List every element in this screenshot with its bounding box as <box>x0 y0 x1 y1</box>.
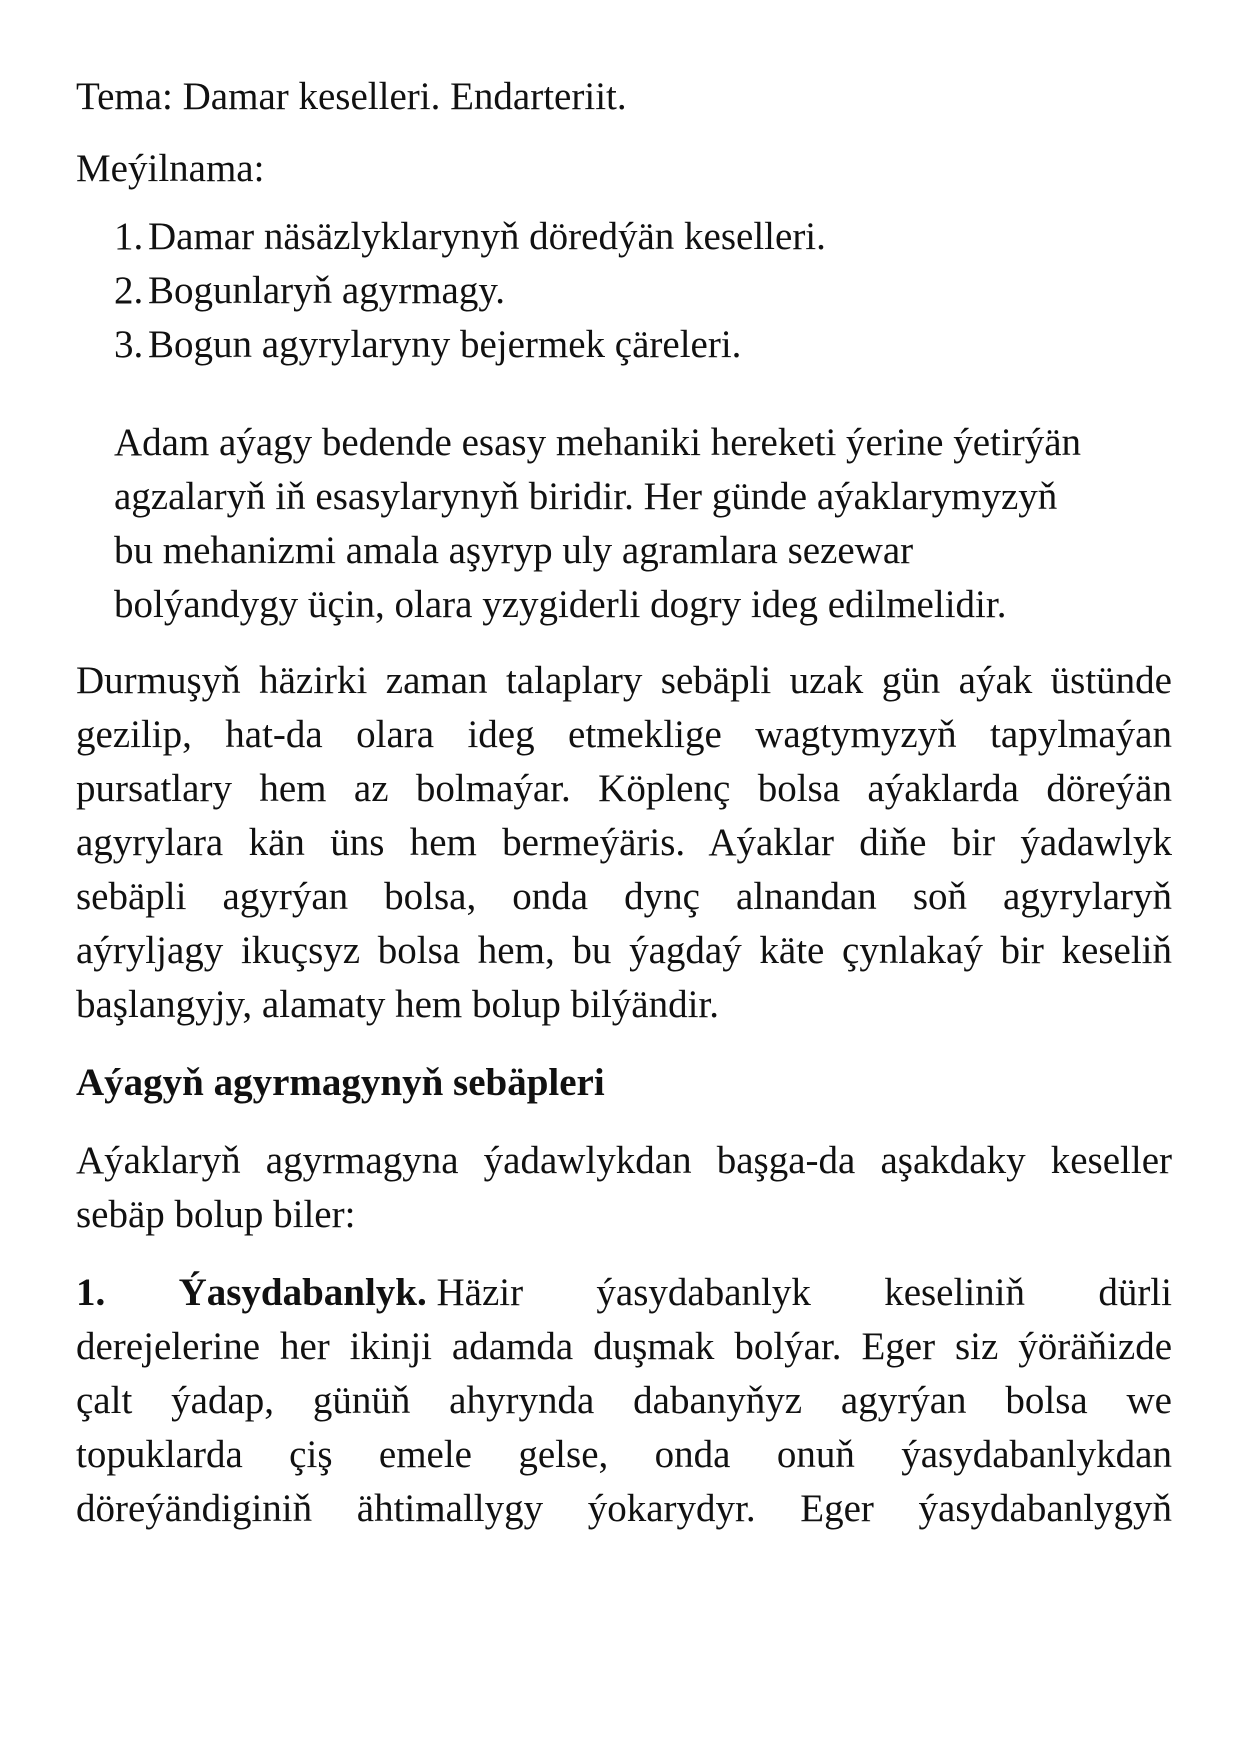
body-paragraph <box>76 654 1172 1032</box>
plan-item-text: Bogunlaryň agyrmagy. <box>148 269 506 312</box>
paragraph-line: başlangyjy, alamaty hem bolup bilýändir. <box>76 983 720 1026</box>
cause-word: dürli <box>1098 1271 1172 1314</box>
paragraph-line: Aýaklaryň agyrmagyna ýadawlykdan başga-da aşakdaky keseller <box>76 1139 1172 1182</box>
paragraph-line: döreýändiginiň ähtimallygy ýokarydyr. Eger ýasydabanlygyň <box>76 1487 1172 1530</box>
cause-item-title: Ýasydabanlyk. <box>178 1271 427 1314</box>
paragraph-line: derejelerine her ikinji adamda duşmak bolýar. Eger siz ýöräňizde <box>76 1325 1172 1368</box>
intro-paragraph <box>114 416 1134 632</box>
document-page <box>76 70 1172 1536</box>
paragraph-line: topuklarda çiş emele gelse, onda onuň ýasydabanlykdan <box>76 1433 1172 1476</box>
causes-intro-paragraph <box>76 1134 1172 1242</box>
cause-word: ýasydabanlyk <box>596 1271 811 1314</box>
cause-item-first-line <box>76 1266 1172 1320</box>
cause-item-number: 1. <box>76 1271 106 1314</box>
plan-item-number: 1. <box>114 215 144 258</box>
cause-word: Häzir <box>436 1271 524 1314</box>
paragraph-line: sebäpli agyrýan bolsa, onda dynç alnandan soň agyrylaryň <box>76 875 1172 918</box>
intro-line: bu mehanizmi amala aşyryp uly agramlara sezewar <box>114 529 914 572</box>
paragraph-line: aýryljagy ikuçsyz bolsa hem, bu ýagdaý käte çynlakaý bir keseliň <box>76 929 1172 972</box>
section-heading: Aýagyň agyrmagynyň sebäpleri <box>76 1061 605 1104</box>
plan-item-number: 2. <box>114 269 144 312</box>
topic-line: Tema: Damar keselleri. Endarteriit. <box>76 75 627 118</box>
cause-item-1 <box>76 1266 1172 1536</box>
paragraph-line: sebäp bolup biler: <box>76 1193 356 1236</box>
plan-item-text: Damar näsäzlyklarynyň döredýän keselleri. <box>148 215 826 258</box>
paragraph-line: gezilip, hat-da olara ideg etmeklige wagtymyzyň tapylmaýan <box>76 713 1172 756</box>
cause-word: keseliniň <box>884 1271 1025 1314</box>
intro-line: Adam aýagy bedende esasy mehaniki hereketi ýerine ýetirýän <box>114 421 1082 464</box>
paragraph-line: agyrylara kän üns hem bermeýäris. Aýaklar diňe bir ýadawlyk <box>76 821 1172 864</box>
paragraph-line: pursatlary hem az bolmaýar. Köplenç bolsa aýaklarda döreýän <box>76 767 1172 810</box>
plan-item <box>114 210 1172 264</box>
plan-list <box>114 210 1172 372</box>
paragraph-line: Durmuşyň häzirki zaman talaplary sebäpli uzak gün aýak üstünde <box>76 659 1172 702</box>
plan-label: Meýilnama: <box>76 147 265 190</box>
intro-line: bolýandygy üçin, olara yzygiderli dogry ideg edilmelidir. <box>114 583 1007 626</box>
plan-item <box>114 264 1172 318</box>
plan-item <box>114 318 1172 372</box>
intro-line: agzalaryň iň esasylarynyň biridir. Her günde aýaklarymyzyň <box>114 475 1058 518</box>
plan-item-text: Bogun agyrylaryny bejermek çäreleri. <box>148 323 742 366</box>
paragraph-line: çalt ýadap, günüň ahyrynda dabanyňyz agyrýan bolsa we <box>76 1379 1172 1422</box>
plan-item-number: 3. <box>114 323 144 366</box>
